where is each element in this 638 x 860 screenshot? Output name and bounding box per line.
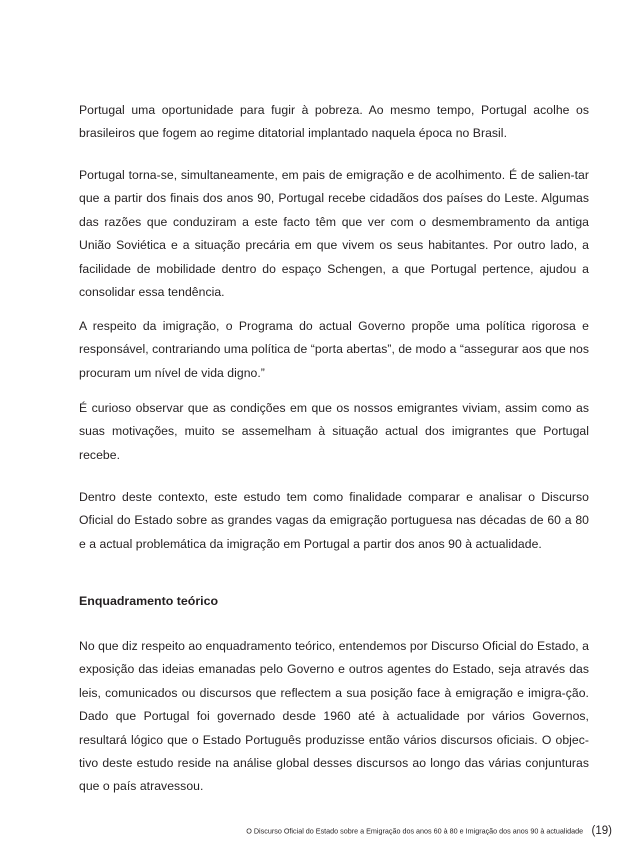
running-title: O Discurso Oficial do Estado sobre a Emigração dos anos 60 à 80 e Imigração dos anos 90 à actualidade	[246, 826, 584, 836]
paragraph-text: A respeito da imigração, o Programa do actual Governo propõe uma política rigorosa e responsável, contrariando uma política de “porta abertas”, de modo a “assegurar aos que nos procuram um nível de vida digno.”	[79, 319, 589, 380]
paragraph-text: Dentro deste contexto, este estudo tem como finalidade comparar e analisar o Discurso Oficial do Estado sobre as grandes vagas da emigração portuguesa nas décadas de 60 a 80 e a actual problemática da imigração em Portugal a partir dos anos 90 à actualidade.	[79, 490, 589, 551]
section-paragraph	[79, 635, 589, 799]
body-paragraph	[79, 99, 589, 146]
body-paragraph	[79, 397, 589, 467]
paragraph-text: É curioso observar que as condições em que os nossos emigrantes viviam, assim como as suas motivações, muito se assemelham à situação actual dos imigrantes que Portugal recebe.	[79, 401, 589, 462]
body-paragraph	[79, 164, 589, 304]
paragraph-text: Portugal uma oportunidade para fugir à pobreza. Ao mesmo tempo, Portugal acolhe os brasileiros que fogem ao regime ditatorial implantado naquela época no Brasil.	[79, 103, 589, 141]
paragraph-text: Portugal torna-se, simultaneamente, em pais de emigração e de acolhimento. É de salien-tar que a partir dos finais dos anos 90, Portugal recebe cidadãos dos países do Leste. Algumas das razões que conduziram a este facto têm que ver com o desmembramento da antiga União Soviética e a situação precária em que vivem os seus habitantes. Por outro lado, a facilidade de mobilidade dentro do espaço Schengen, a que Portugal pertence, ajudou a consolidar essa tendência.	[79, 168, 589, 300]
body-paragraph	[79, 315, 589, 385]
paragraph-text: No que diz respeito ao enquadramento teórico, entendemos por Discurso Oficial do Estado, a exposição das ideias emanadas pelo Governo e outros agentes do Estado, seja através das leis, comunicados ou discursos que reflectem a sua posição face à emigração e imigra-ção. Dado que Portugal foi governado desde 1960 até à actualidade por vários Governos, resultará lógico que o Estado Português produzisse então vários discursos oficiais. O objec-tivo deste estudo reside na análise global desses discursos ao longo das várias conjunturas que o país atravessou.	[79, 639, 589, 794]
section-heading: Enquadramento teórico	[79, 594, 219, 608]
body-paragraph	[79, 486, 589, 556]
page-footer	[0, 822, 612, 840]
page-number: (19)	[591, 824, 612, 837]
